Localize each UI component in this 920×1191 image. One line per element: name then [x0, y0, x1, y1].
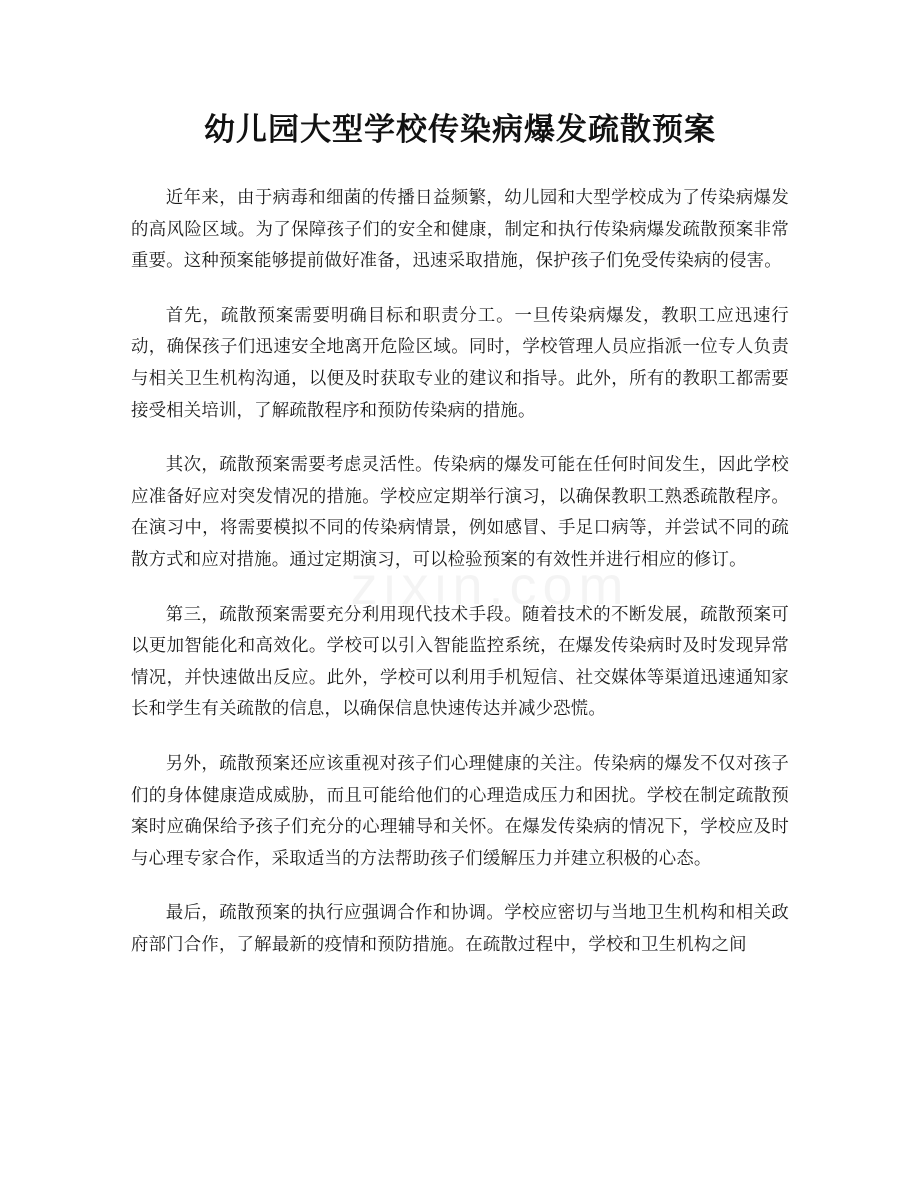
- document-title: 幼儿园大型学校传染病爆发疏散预案: [204, 112, 716, 148]
- paragraph-1: 近年来，由于病毒和细菌的传播日益频繁，幼儿园和大型学校成为了传染病爆发的高风险区域。为了保障孩子们的安全和健康，制定和执行传染病爆发疏散预案非常重要。这种预案能够提前做好准备，迅速采取措施，保护孩子们免受传染病的侵害。: [131, 188, 789, 272]
- paragraph-4: 第三，疏散预案需要充分利用现代技术手段。随着技术的不断发展，疏散预案可以更加智能化和高效化。学校可以引入智能监控系统，在爆发传染病时及时发现异常情况，并快速做出反应。此外，学校可以利用手机短信、社交媒体等渠道迅速通知家长和学生有关疏散的信息，以确保信息快速传达并减少恐慌。: [131, 604, 789, 720]
- paragraph-6: 最后，疏散预案的执行应强调合作和协调。学校应密切与当地卫生机构和相关政府部门合作，了解最新的疫情和预防措施。在疏散过程中，学校和卫生机构之间: [131, 903, 789, 955]
- paragraph-3: 其次，疏散预案需要考虑灵活性。传染病的爆发可能在任何时间发生，因此学校应准备好应对突发情况的措施。学校应定期举行演习，以确保教职工熟悉疏散程序。在演习中，将需要模拟不同的传染病情景，例如感冒、手足口病等，并尝试不同的疏散方式和应对措施。通过定期演习，可以检验预案的有效性并进行相应的修订。: [131, 455, 789, 570]
- document-body: [131, 183, 789, 984]
- paragraph-2: 首先，疏散预案需要明确目标和职责分工。一旦传染病爆发，教职工应迅速行动，确保孩子们迅速安全地离开危险区域。同时，学校管理人员应指派一位专人负责与相关卫生机构沟通，以便及时获取专业的建议和指导。此外，所有的教职工都需要接受相关培训，了解疏散程序和预防传染病的措施。: [131, 305, 789, 421]
- paragraph-5: 另外，疏散预案还应该重视对孩子们心理健康的关注。传染病的爆发不仅对孩子们的身体健康造成威胁，而且可能给他们的心理造成压力和困扰。学校在制定疏散预案时应确保给予孩子们充分的心理辅导和关怀。在爆发传染病的情况下，学校应及时与心理专家合作，采取适当的方法帮助孩子们缓解压力并建立积极的心态。: [131, 753, 789, 869]
